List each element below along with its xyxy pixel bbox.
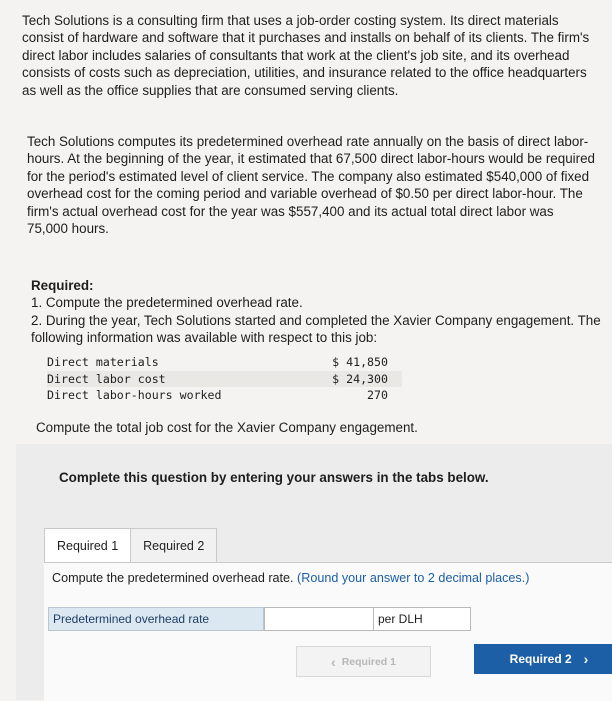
row-label: Direct labor-hours worked	[47, 388, 222, 402]
prev-button[interactable]	[296, 646, 431, 677]
instruction-note: (Round your answer to 2 decimal places.)	[297, 571, 530, 585]
instruction-main: Compute the predetermined overhead rate.	[52, 571, 294, 585]
overhead-rate-label: Predetermined overhead rate	[48, 607, 264, 631]
overhead-rate-row	[48, 607, 471, 631]
estimate-paragraph: Tech Solutions computes its predetermined overhead rate annually on the basis of direct labor-hours. At the beginning of the year, it estimated that 67,500 direct labor-hours would be required for the period's estimated level of client service. The company also estimated $540,000 of fixed overhead cost for the coming period and variable overhead of $0.50 per direct labor-hour. The firm's actual overhead cost for the year was $557,400 and its actual total direct labor was 75,000 hours.	[27, 134, 595, 237]
prev-label: Required 1	[341, 655, 396, 668]
table-row	[47, 354, 402, 371]
row-value: $ 41,850	[332, 355, 388, 369]
tab-required-2[interactable]: Required 2	[131, 528, 217, 564]
tab-bar	[44, 528, 217, 564]
overhead-rate-unit: per DLH	[374, 607, 471, 631]
job-data-table	[47, 354, 402, 404]
overhead-rate-input[interactable]	[264, 607, 374, 631]
required-item-2: 2. During the year, Tech Solutions started and completed the Xavier Company engagement. The following information was available with respect to this job:	[31, 312, 601, 346]
table-row	[47, 387, 402, 404]
tab-panel	[44, 562, 612, 701]
row-value: 270	[367, 388, 388, 402]
required-section	[31, 277, 601, 347]
compute-job-text: Compute the total job cost for the Xavier Company engagement.	[36, 420, 418, 435]
table-row	[47, 371, 402, 388]
next-button[interactable]	[474, 644, 612, 674]
answer-area	[16, 444, 612, 700]
tab-required-1[interactable]: Required 1	[44, 528, 131, 564]
chevron-right-icon: ›	[583, 651, 589, 667]
required-title: Required:	[31, 278, 94, 293]
next-label: Required 2	[509, 652, 572, 666]
intro-paragraph: Tech Solutions is a consulting firm that uses a job-order costing system. Its direct materials consist of hardware and software that it purchases and installs on behalf of its clients. The firm's direct labor includes salaries of consultants that work at the client's job site, and its overhead consists of costs such as depreciation, utilities, and insurance related to the office headquarters as well as the office supplies that are consumed serving clients.	[22, 13, 590, 98]
complete-instruction: Complete this question by entering your answers in the tabs below.	[59, 470, 489, 485]
chevron-left-icon: ‹	[331, 653, 336, 670]
panel-instruction	[52, 571, 529, 585]
required-item-1: 1. Compute the predetermined overhead rate.	[31, 295, 303, 311]
row-value: $ 24,300	[332, 371, 388, 386]
row-label: Direct labor cost	[47, 371, 166, 386]
row-label: Direct materials	[47, 355, 159, 369]
